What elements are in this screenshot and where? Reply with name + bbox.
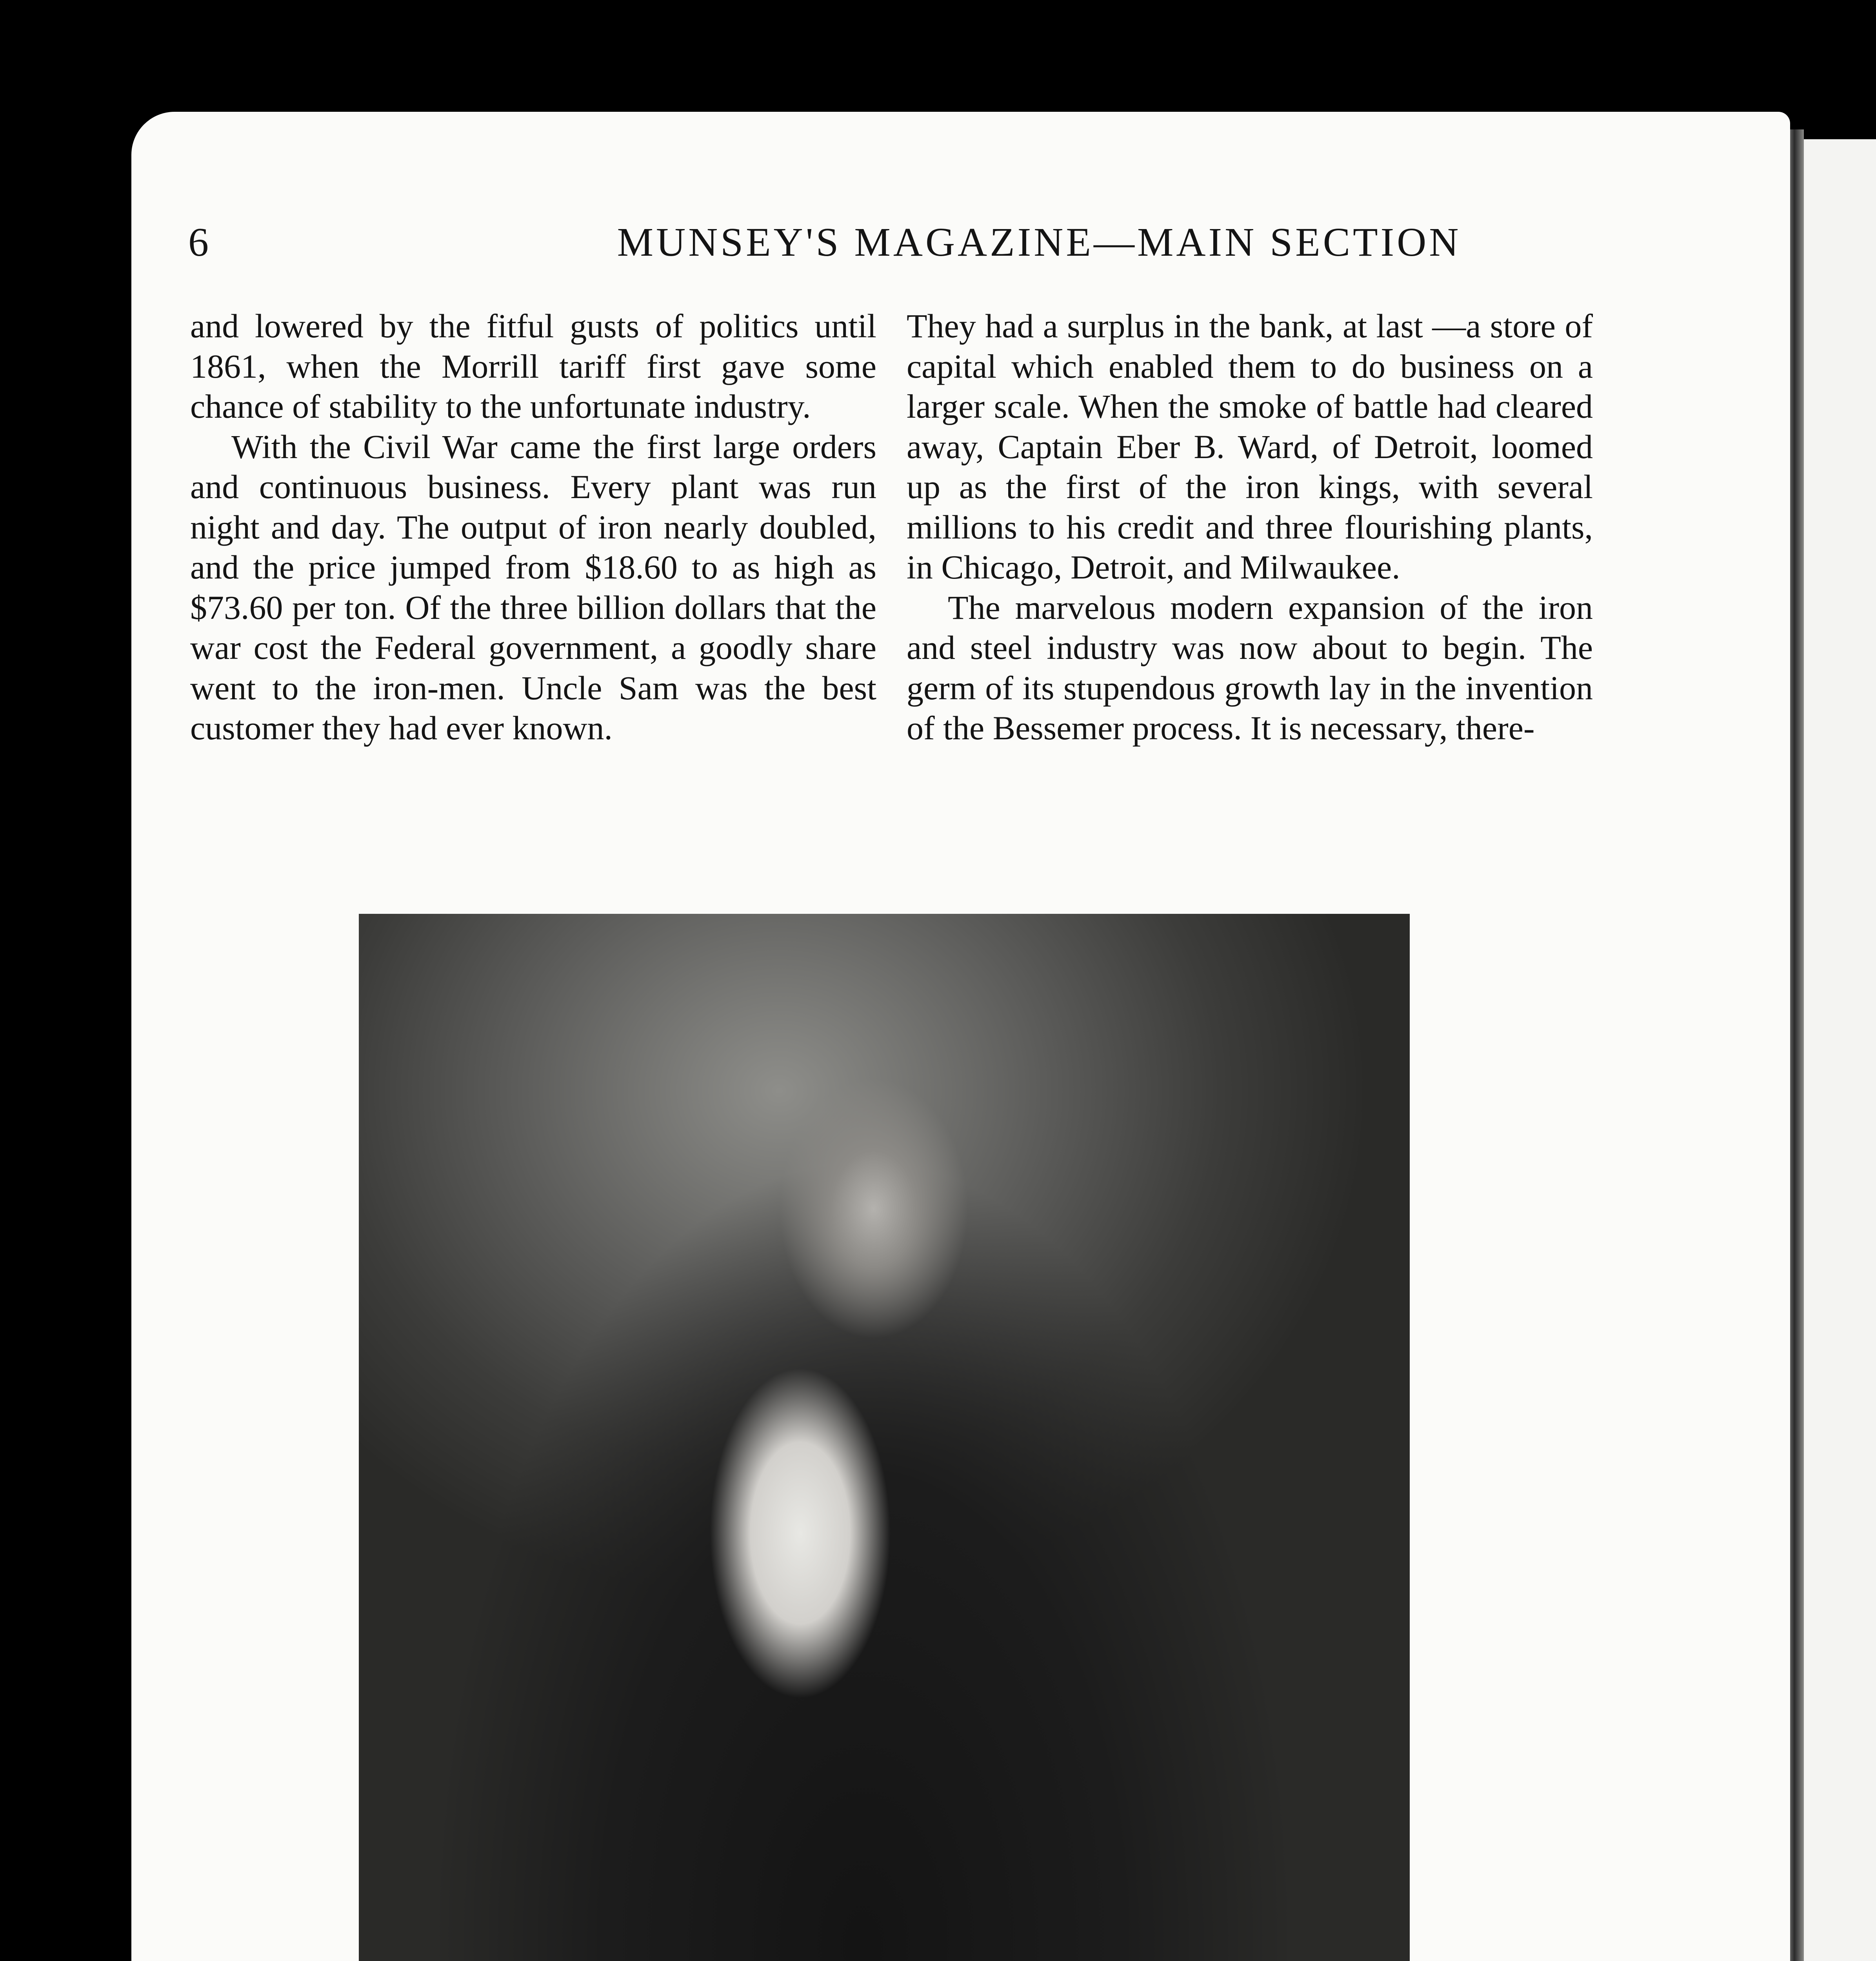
facing-page-edge	[1796, 139, 1876, 1961]
paragraph: The marvelous modern expansion of the iron and steel industry was now about to begin. The germ of its stupendous growth lay in the invention of the Bessemer process. It is necessary, there-	[907, 588, 1593, 747]
page-header	[188, 215, 1733, 270]
text-column-right	[907, 306, 1593, 748]
page-number: 6	[188, 220, 209, 265]
text-column-left	[190, 306, 876, 748]
paragraph: and lowered by the fitful gusts of politics until 1861, when the Morrill tariff first gave some chance of stability to the unfortunate industry.	[190, 307, 876, 425]
running-head: MUNSEY'S MAGAZINE—MAIN SECTION	[617, 220, 1462, 265]
paragraph: They had a surplus in the bank, at last —a store of capital which enabled them to do business on a larger scale. When the smoke of battle had cleared away, Captain Eber B. Ward, of Detroit, loomed up as the first of the iron kings, with several millions to his credit and three flourishing plants, in Chicago, Detroit, and Milwaukee.	[907, 307, 1593, 586]
paragraph: With the Civil War came the first large orders and continuous business. Every plant was run night and day. The output of iron nearly doubled, and the price jumped from $18.60 to as high as $73.60 per ton. Of the three billion dollars that the war cost the Federal government, a goodly share went to the iron-men. Uncle Sam was the best customer they had ever known.	[190, 427, 876, 747]
portrait-photograph	[359, 914, 1410, 1961]
